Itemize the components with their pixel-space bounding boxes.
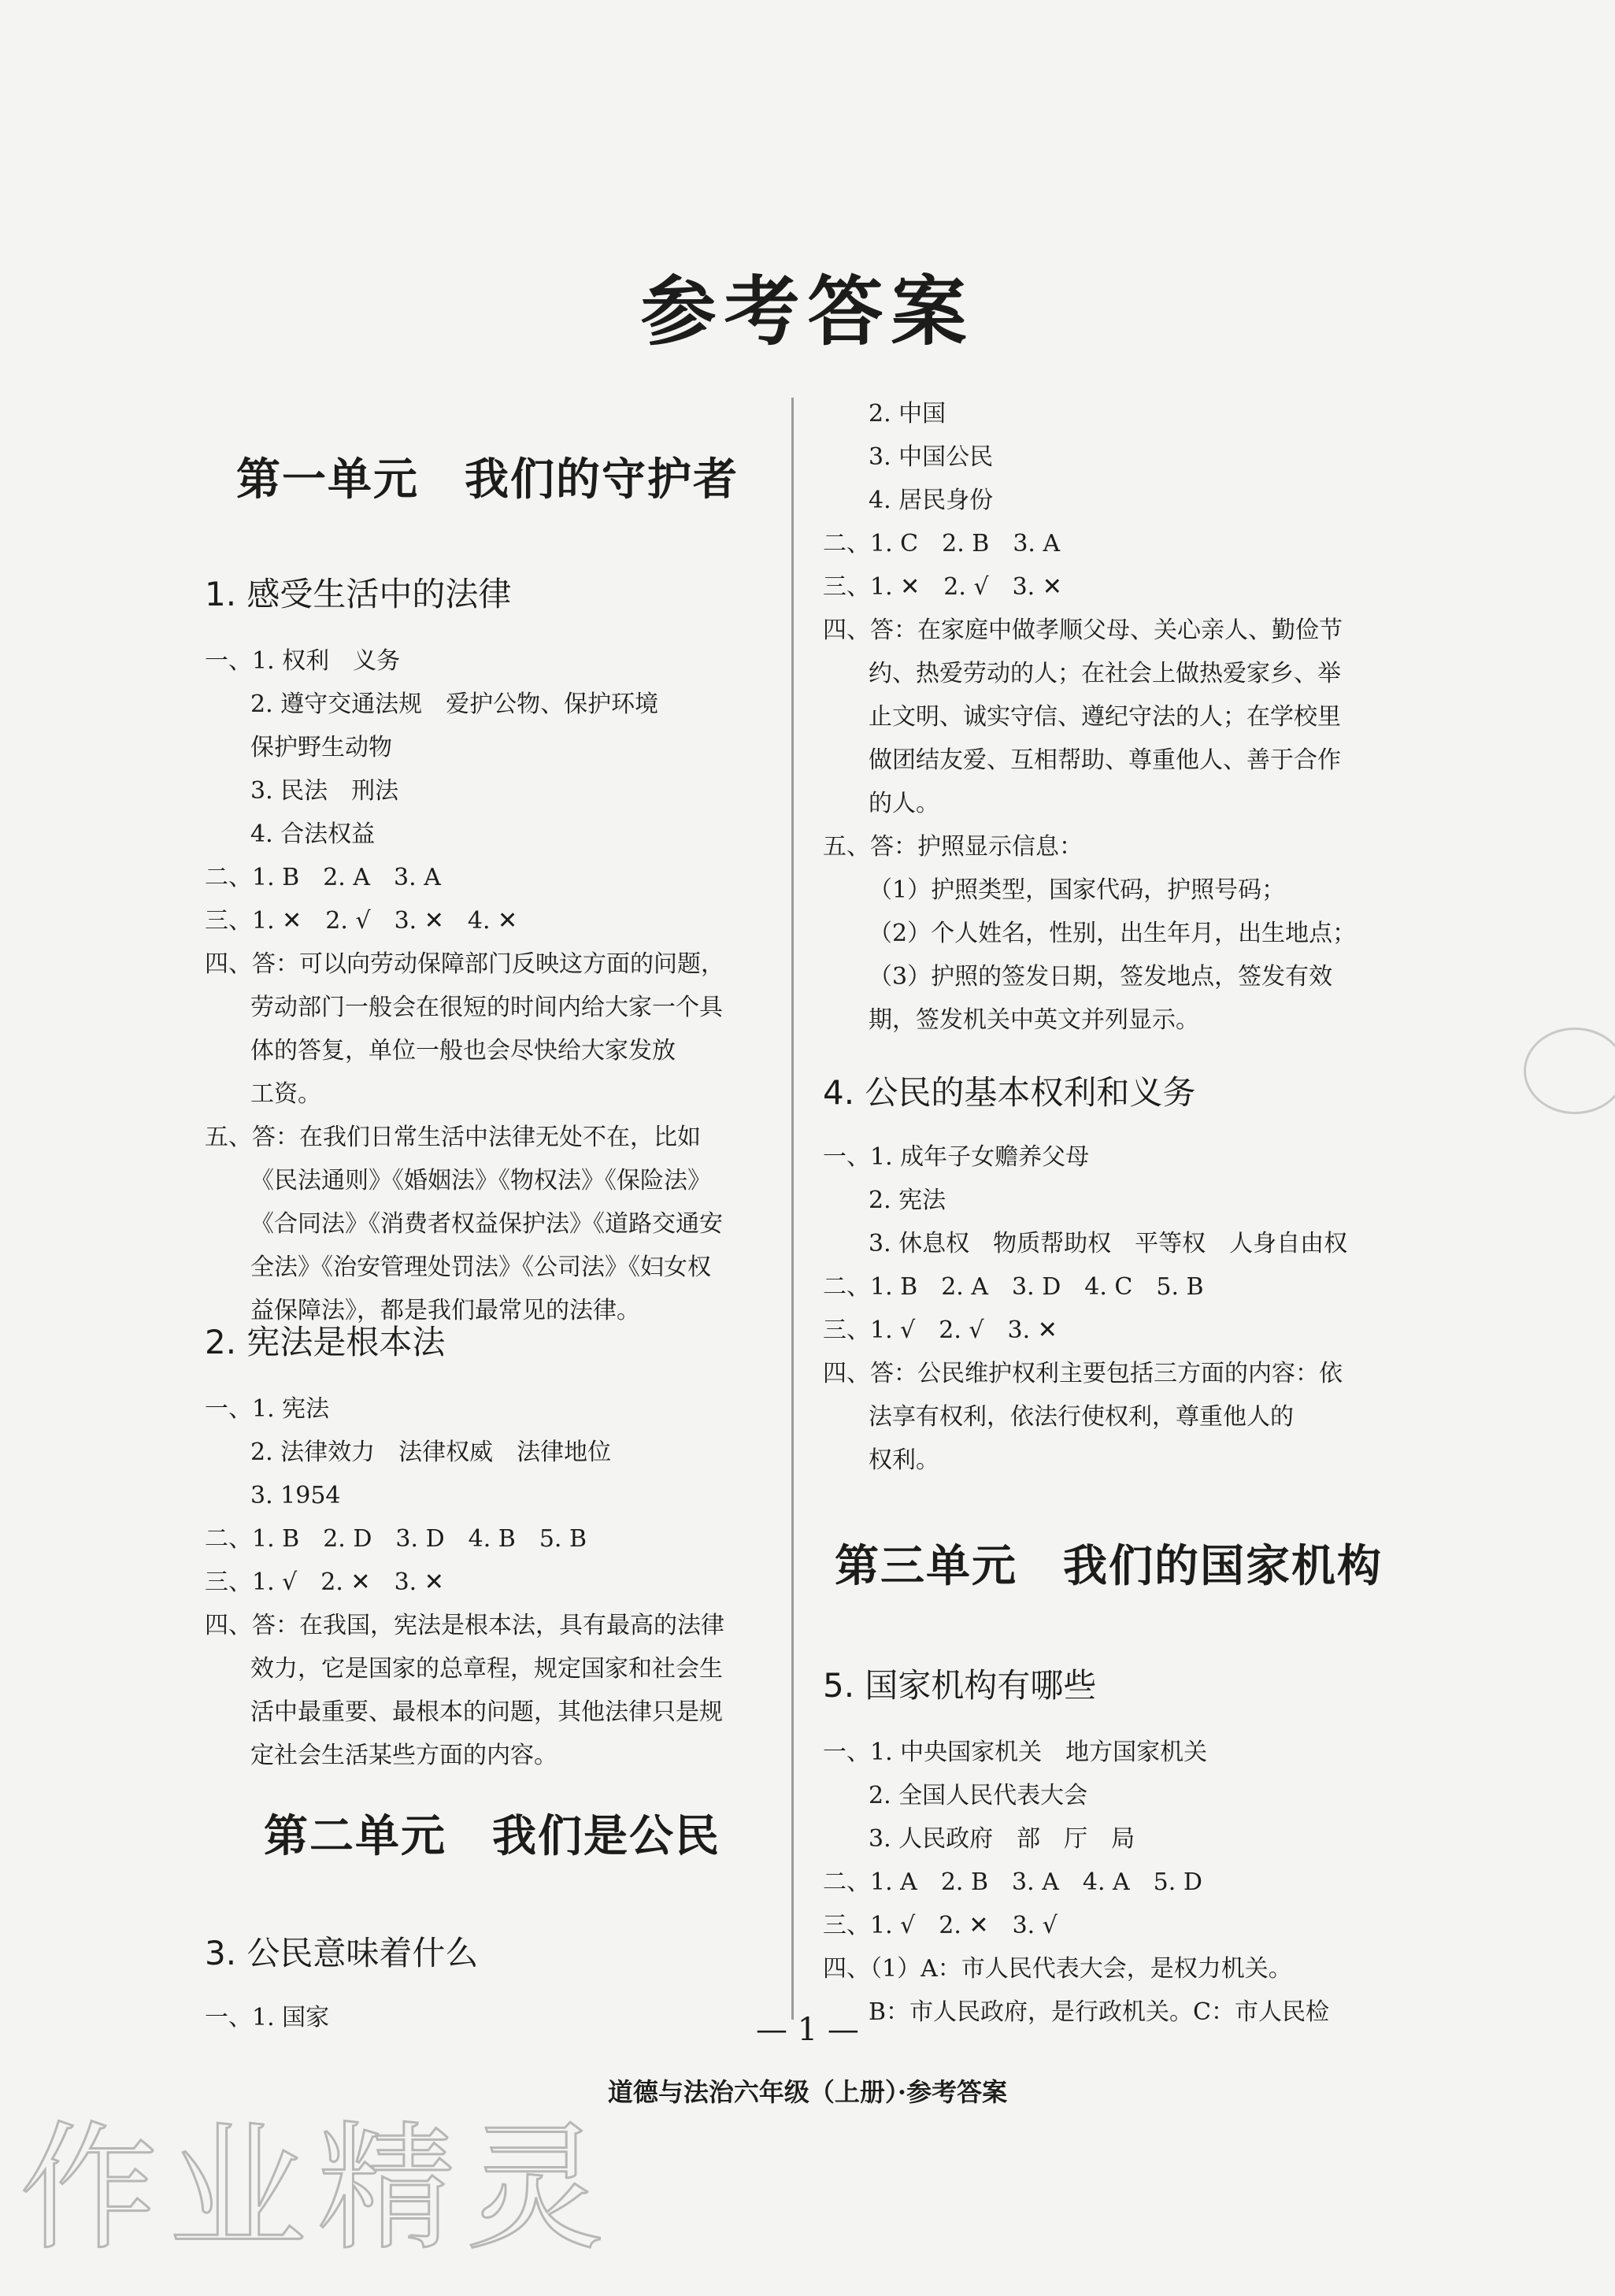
answer-line: 全法》《治安管理处罚法》《公司法》《妇女权 — [250, 1254, 711, 1281]
answer-line: 三、1. √ 2. ✕ 3. ✕ — [205, 1568, 444, 1596]
unit-3-name: 我们的国家机构 — [1063, 1540, 1383, 1592]
answer-line: 期，签发机关中英文并列显示。 — [869, 1006, 1199, 1034]
answer-line: 三、1. √ 2. √ 3. ✕ — [823, 1316, 1058, 1344]
answer-line: 2. 遵守交通法规 爱护公物、保护环境 — [250, 691, 659, 718]
answer-line: 4. 合法权益 — [250, 820, 376, 848]
answer-line: 3. 中国公民 — [869, 443, 994, 471]
answer-line: 止文明、诚实守信、遵纪守法的人；在学校里 — [869, 703, 1341, 731]
answer-line: 一、1. 宪法 — [205, 1395, 330, 1423]
lesson-1-heading: 1. 感受生活中的法律 — [205, 575, 512, 613]
unit-3-heading — [835, 1531, 1383, 1594]
lesson-4-answers — [823, 1135, 1347, 1482]
answer-line: 4. 居民身份 — [869, 487, 994, 514]
lesson-5-heading: 5. 国家机构有哪些 — [823, 1666, 1097, 1705]
unit-1-heading — [236, 445, 739, 508]
answer-line: 保护野生动物 — [250, 734, 392, 761]
answer-line: 2. 宪法 — [869, 1187, 946, 1214]
answer-line: 三、1. ✕ 2. √ 3. ✕ — [823, 573, 1062, 601]
answer-line: 约、热爱劳动的人；在社会上做热爱家乡、举 — [869, 660, 1341, 687]
lesson-3-heading: 3. 公民意味着什么 — [205, 1934, 479, 1972]
answer-line: 三、1. √ 2. ✕ 3. √ — [823, 1912, 1058, 1939]
answer-line: 《合同法》《消费者权益保护法》《道路交通安 — [250, 1210, 723, 1238]
answer-line: 一、1. 国家 — [205, 2004, 330, 2031]
answer-line: 的人。 — [869, 790, 939, 817]
answer-line: 三、1. ✕ 2. √ 3. ✕ 4. ✕ — [205, 907, 518, 935]
page-number: — 1 — — [756, 2012, 859, 2048]
answer-line: （3）护照的签发日期，签发地点，签发有效 — [869, 963, 1333, 991]
answer-line: 3. 休息权 物质帮助权 平等权 人身自由权 — [869, 1230, 1348, 1257]
answer-line: 二、1. B 2. A 3. D 4. C 5. B — [823, 1273, 1204, 1301]
unit-2-heading — [264, 1802, 720, 1865]
page-title: 参考答案 — [640, 267, 975, 356]
answer-line: 四、答：在家庭中做孝顺父母、关心亲人、勤俭节 — [823, 617, 1343, 644]
answer-line: 2. 中国 — [869, 400, 946, 428]
unit-2-name: 我们是公民 — [492, 1810, 720, 1862]
lesson-4-heading: 4. 公民的基本权利和义务 — [823, 1073, 1196, 1112]
answer-line: 3. 人民政府 部 厅 局 — [869, 1825, 1135, 1853]
unit-3-prefix: 第三单元 — [835, 1540, 1017, 1592]
answer-line: 工资。 — [250, 1080, 321, 1108]
answer-line: 一、1. 成年子女赡养父母 — [823, 1143, 1090, 1171]
answer-line: 3. 民法 刑法 — [250, 777, 399, 805]
answer-line: 四、答：公民维护权利主要包括三方面的内容：依 — [823, 1360, 1343, 1387]
answer-line: 3. 1954 — [250, 1482, 341, 1509]
answer-line: 二、1. A 2. B 3. A 4. A 5. D — [823, 1868, 1202, 1896]
unit-1-prefix: 第一单元 — [236, 454, 419, 505]
answer-line: 2. 法律效力 法律权威 法律地位 — [250, 1439, 612, 1466]
answer-line: 权利。 — [869, 1446, 939, 1474]
answer-line: B：市人民政府，是行政机关。C：市人民检 — [869, 1998, 1329, 2026]
answer-line: 二、1. B 2. D 3. D 4. B 5. B — [205, 1525, 587, 1553]
answer-line: 五、答：护照显示信息： — [823, 833, 1083, 861]
answer-line: 二、1. C 2. B 3. A — [823, 530, 1061, 557]
answer-line: 2. 全国人民代表大会 — [869, 1782, 1088, 1809]
answer-line: 活中最重要、最根本的问题，其他法律只是规 — [250, 1698, 723, 1726]
lesson-2-heading: 2. 宪法是根本法 — [205, 1323, 446, 1361]
answer-line: 一、1. 权利 义务 — [205, 647, 401, 675]
answer-line: （1）护照类型，国家代码，护照号码； — [869, 876, 1286, 904]
answer-line: 二、1. B 2. A 3. A — [205, 864, 441, 891]
watermark: 作业精灵 — [20, 2109, 615, 2269]
lesson-3-answers-right — [823, 392, 1356, 1042]
answer-line: 益保障法》，都是我们最常见的法律。 — [250, 1297, 640, 1324]
answer-line: 劳动部门一般会在很短的时间内给大家一个具 — [250, 994, 723, 1021]
answer-line: 定社会生活某些方面的内容。 — [250, 1742, 557, 1769]
answer-line: 效力，它是国家的总章程，规定国家和社会生 — [250, 1655, 723, 1683]
answer-line: （2）个人姓名，性别，出生年月，出生地点； — [869, 920, 1357, 947]
answer-line: 做团结友爱、互相帮助、尊重他人、善于合作 — [869, 746, 1341, 774]
answer-line: 五、答：在我们日常生活中法律无处不在，比如 — [205, 1124, 701, 1151]
answer-line: 体的答复，单位一般也会尽快给大家发放 — [250, 1037, 676, 1065]
answer-line: 四、（1）A：市人民代表大会，是权力机关。 — [823, 1955, 1292, 1983]
answer-line: 四、答：可以向劳动保障部门反映这方面的问题， — [205, 950, 724, 978]
unit-1-name: 我们的守护者 — [465, 454, 739, 505]
decorative-stamp-icon — [1524, 1028, 1615, 1114]
lesson-5-answers — [823, 1731, 1329, 2034]
answer-line: 一、1. 中央国家机关 地方国家机关 — [823, 1739, 1208, 1766]
lesson-1-answers — [205, 639, 724, 1332]
footer-title: 道德与法治六年级（上册）·参考答案 — [607, 2077, 1008, 2107]
answer-line: 四、答：在我国，宪法是根本法，具有最高的法律 — [205, 1612, 724, 1639]
answer-line: 《民法通则》《婚姻法》《物权法》《保险法》 — [250, 1167, 711, 1194]
column-divider — [791, 398, 794, 2020]
lesson-2-answers — [205, 1387, 724, 1777]
answer-line: 法享有权利，依法行使权利，尊重他人的 — [869, 1403, 1294, 1431]
unit-2-prefix: 第二单元 — [264, 1810, 446, 1862]
